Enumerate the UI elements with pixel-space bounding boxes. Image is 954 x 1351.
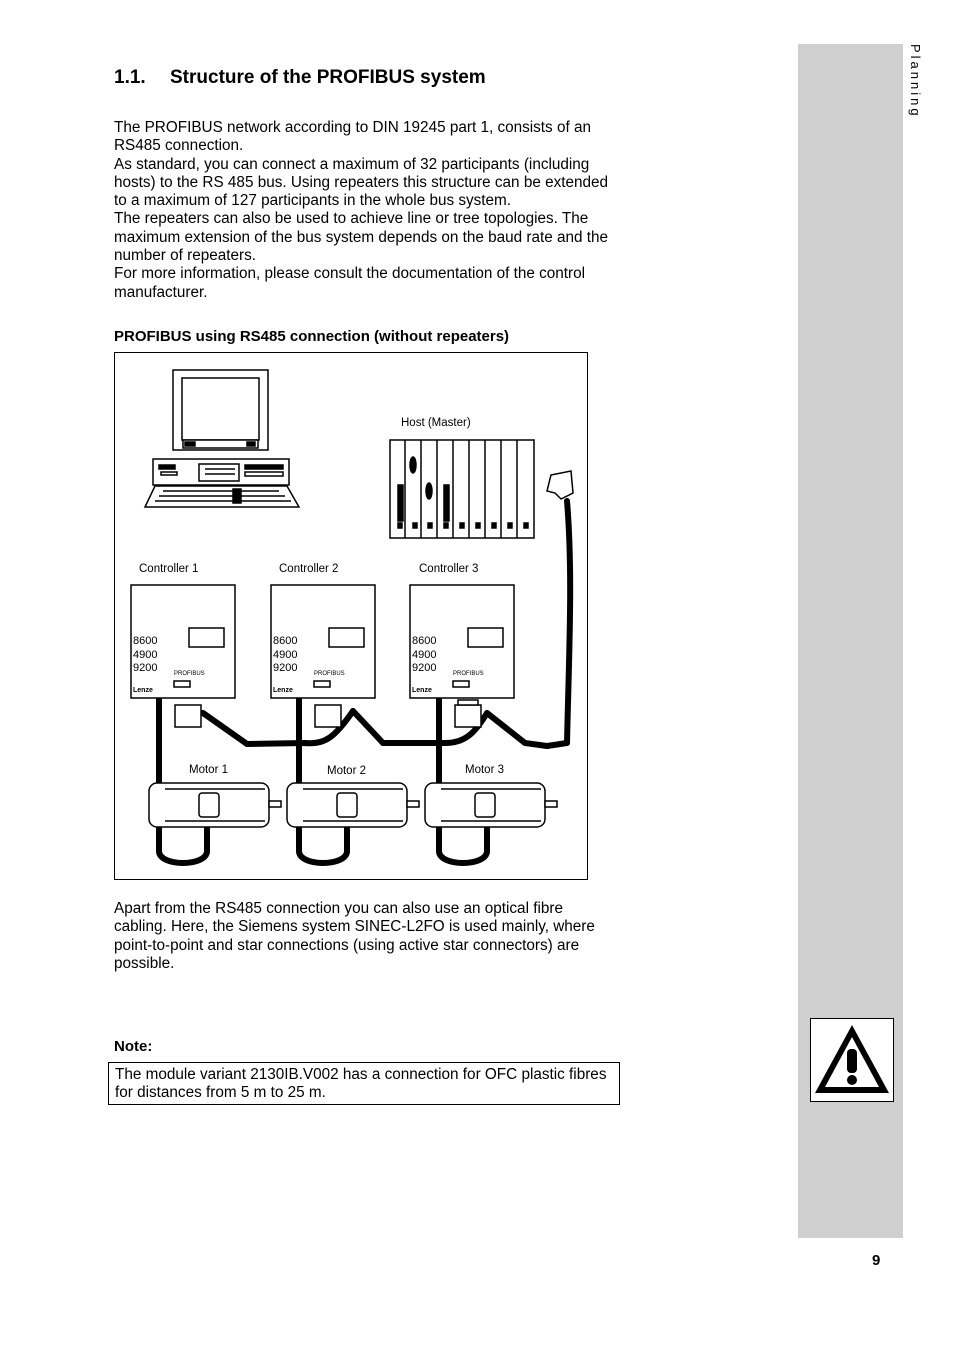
controller-1-models: 8600 4900 9200 (133, 635, 158, 674)
motor-1-label: Motor 1 (189, 764, 228, 776)
controller-3-models: 8600 4900 9200 (412, 635, 437, 674)
controller-2-brand: Lenze (273, 687, 293, 694)
figure-title: PROFIBUS using RS485 connection (without repeaters) (114, 328, 510, 345)
pc-monitor-icon (173, 370, 268, 450)
intro-paragraph: For more information, please consult the documentation of the control manufacturer. (114, 265, 586, 301)
controller-2-label: Controller 2 (279, 563, 339, 575)
pc-base-icon (153, 459, 289, 485)
motor-loop-cables (159, 827, 487, 863)
section-heading (114, 67, 486, 89)
controller-1-label: Controller 1 (139, 563, 199, 575)
side-section-label: Planning (908, 44, 923, 119)
intro-paragraph: As standard, you can connect a maximum of 32 participants (including hosts) to the RS 485 bus. Using repeaters this structure can be extended to a maximum of 127 participants in the whole bus system. (114, 155, 609, 210)
motor-2-icon (287, 783, 419, 827)
note-box: The module variant 2130IB.V002 has a connection for OFC plastic fibres for distances from 5 m to 25 m. (108, 1062, 620, 1105)
section-title: Structure of the PROFIBUS system (170, 67, 486, 88)
bus-connector-icon (547, 471, 573, 499)
controller-1-port-label: PROFIBUS (174, 671, 205, 677)
controller-1-brand: Lenze (133, 687, 153, 694)
host-rack-icon (390, 440, 534, 538)
warning-triangle-icon (810, 1018, 894, 1102)
keyboard-icon (145, 486, 299, 507)
controller-2-models: 8600 4900 9200 (273, 635, 298, 674)
intro-text (114, 119, 624, 302)
profibus-diagram (114, 352, 588, 880)
note-label: Note: (114, 1038, 153, 1055)
motor-2-label: Motor 2 (327, 765, 366, 777)
motor-1-icon (149, 783, 281, 827)
controller-3-label: Controller 3 (419, 563, 479, 575)
intro-paragraph: The repeaters can also be used to achieve line or tree topologies. The maximum extension of the bus system depends on the baud rate and the number of repeaters. (114, 210, 609, 265)
motor-3-label: Motor 3 (465, 764, 504, 776)
section-number: 1.1. (114, 67, 146, 88)
page-number: 9 (872, 1252, 881, 1269)
controller-3-brand: Lenze (412, 687, 432, 694)
fibre-paragraph: Apart from the RS485 connection you can also use an optical fibre cabling. Here, the Siemens system SINEC-L2FO is used mainly, where point-to-point and star connections (using active star connectors) are possible. (114, 900, 595, 972)
controller-2-port-label: PROFIBUS (314, 671, 345, 677)
intro-paragraph: The PROFIBUS network according to DIN 19245 part 1, consists of an RS485 connection. (114, 119, 591, 155)
controller-3-port-label: PROFIBUS (453, 671, 484, 677)
motor-3-icon (425, 783, 557, 827)
diagram-drawing (115, 353, 587, 879)
host-label: Host (Master) (401, 417, 471, 429)
